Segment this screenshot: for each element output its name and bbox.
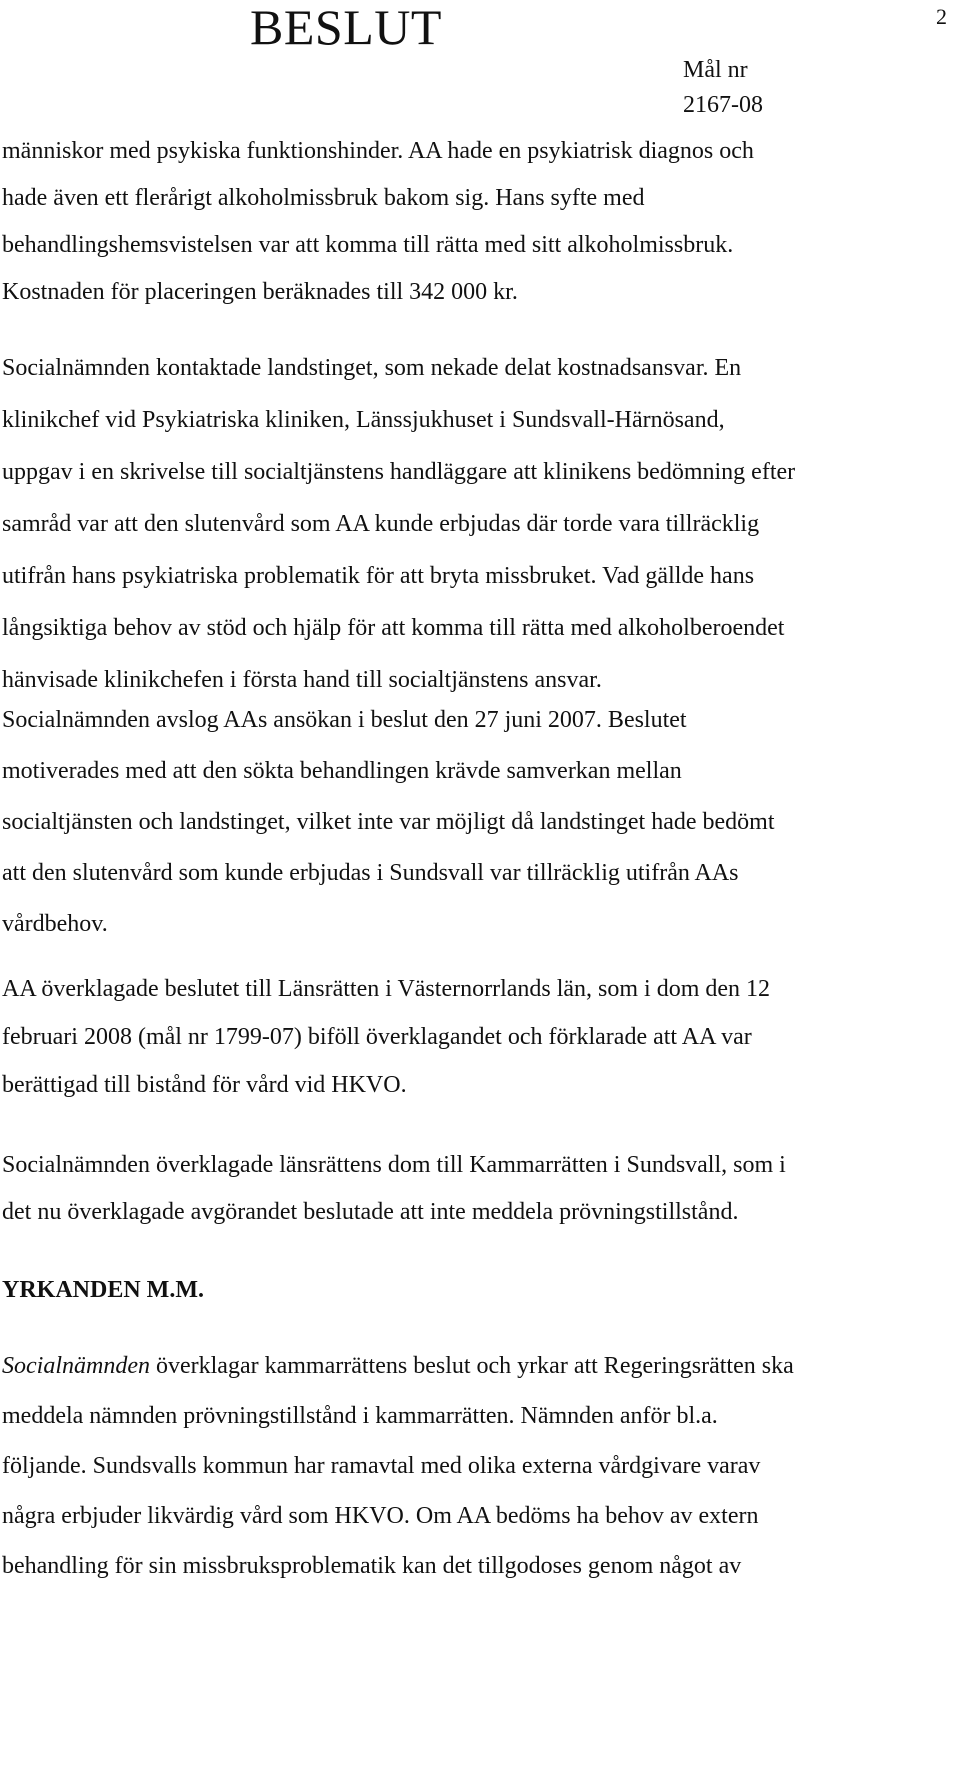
text-line: samråd var att den slutenvård som AA kunde erbjudas där torde vara tillräcklig	[2, 511, 760, 537]
text-line: AA överklagade beslutet till Länsrätten i Västernorrlands län, som i dom den 12	[2, 976, 771, 1002]
text-line: några erbjuder likvärdig vård som HKVO. Om AA bedöms ha behov av extern	[2, 1503, 759, 1529]
text-line-rest: överklagar kammarrättens beslut och yrkar att Regeringsrätten ska	[149, 1353, 794, 1379]
paragraph-lansratten	[2, 965, 942, 1109]
text-line: februari 2008 (mål nr 1799-07) biföll överklagandet och förklarade att AA var	[2, 1024, 752, 1050]
paragraph-kammarratten	[2, 1142, 942, 1236]
case-number-label: Mål nr	[683, 57, 748, 83]
party-name-italic: Socialnämnden	[2, 1353, 150, 1379]
text-line: motiverades med att den sökta behandlingen krävde samverkan mellan	[2, 758, 682, 784]
text-line: klinikchef vid Psykiatriska kliniken, Länssjukhuset i Sundsvall-Härnösand,	[2, 407, 725, 433]
text-line: det nu överklagade avgörandet beslutade att inte meddela prövningstillstånd.	[2, 1199, 739, 1225]
case-number: 2167-08	[683, 92, 763, 118]
text-line: berättigad till bistånd för vård vid HKVO.	[2, 1072, 407, 1098]
paragraph-landstinget-contact	[2, 342, 942, 706]
text-line: uppgav i en skrivelse till socialtjänstens handläggare att klinikens bedömning efter	[2, 459, 796, 485]
text-line: långsiktiga behov av stöd och hjälp för att komma till rätta med alkoholberoendet	[2, 615, 785, 641]
text-line: följande. Sundsvalls kommun har ramavtal med olika externa vårdgivare varav	[2, 1453, 761, 1479]
text-line: människor med psykiska funktionshinder. AA hade en psykiatrisk diagnos och	[2, 138, 754, 164]
text-line: utifrån hans psykiatriska problematik för att bryta missbruket. Vad gällde hans	[2, 563, 755, 589]
paragraph-socialnamnden-appeal	[2, 1341, 942, 1591]
text-line: att den slutenvård som kunde erbjudas i Sundsvall var tillräcklig utifrån AAs	[2, 860, 739, 886]
paragraph-placement-cost	[2, 128, 942, 316]
text-line: Socialnämnden avslog AAs ansökan i beslut den 27 juni 2007. Beslutet	[2, 707, 687, 733]
text-line: meddela nämnden prövningstillstånd i kammarrätten. Nämnden anför bl.a.	[2, 1403, 718, 1429]
text-line	[2, 1341, 942, 1391]
section-heading: YRKANDEN M.M.	[2, 1277, 204, 1303]
text-line: Socialnämnden kontaktade landstinget, som nekade delat kostnadsansvar. En	[2, 355, 742, 381]
text-line: Kostnaden för placeringen beräknades till 342 000 kr.	[2, 279, 518, 305]
text-line: Socialnämnden överklagade länsrättens dom till Kammarrätten i Sundsvall, som i	[2, 1152, 786, 1178]
text-line: behandlingshemsvistelsen var att komma till rätta med sitt alkoholmissbruk.	[2, 232, 734, 258]
text-line: behandling för sin missbruksproblematik kan det tillgodoses genom något av	[2, 1553, 742, 1579]
paragraph-avslag	[2, 695, 942, 950]
text-line: vårdbehov.	[2, 911, 108, 937]
text-line: socialtjänsten och landstinget, vilket inte var möjligt då landstinget hade bedömt	[2, 809, 775, 835]
document-title: BESLUT	[250, 0, 442, 55]
text-line: hade även ett flerårigt alkoholmissbruk bakom sig. Hans syfte med	[2, 185, 645, 211]
page-number: 2	[936, 4, 947, 29]
text-line: hänvisade klinikchefen i första hand till socialtjänstens ansvar.	[2, 667, 602, 693]
